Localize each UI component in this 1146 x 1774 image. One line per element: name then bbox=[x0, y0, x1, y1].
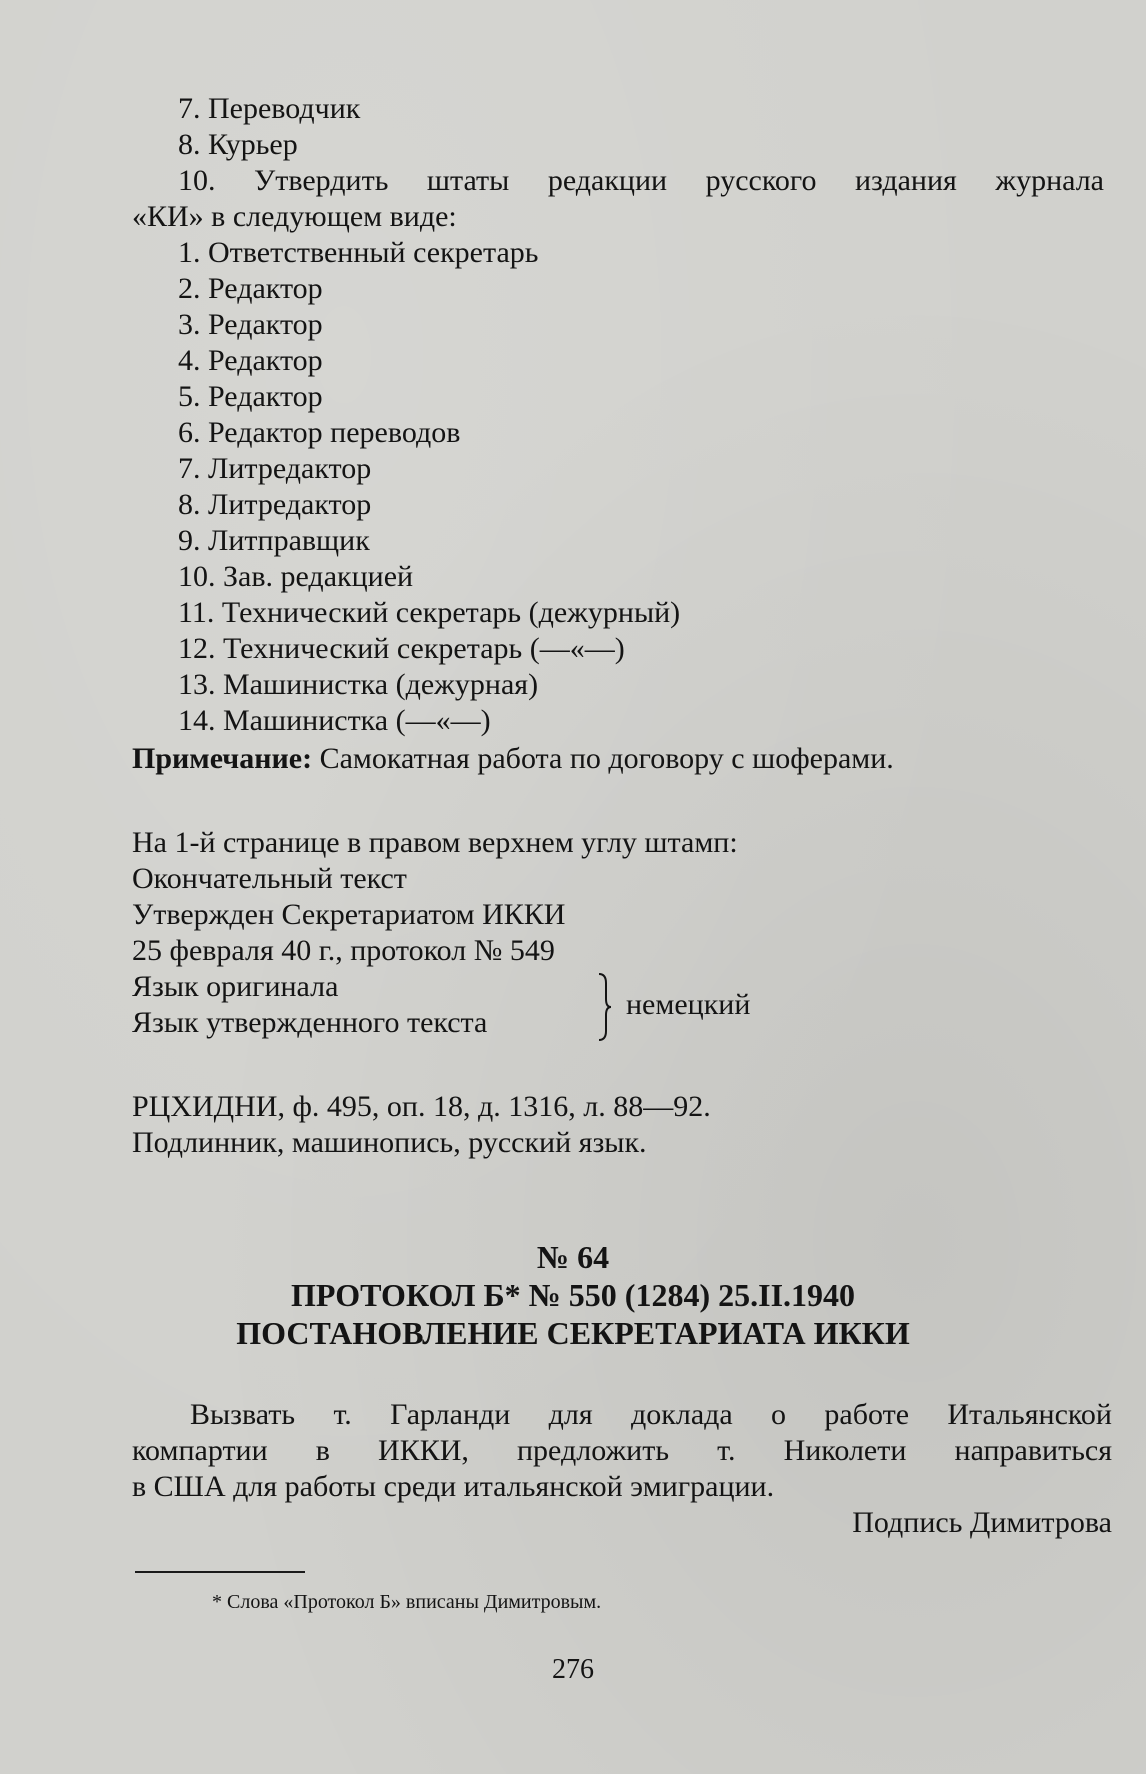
list-item: 4. Редактор bbox=[178, 344, 323, 377]
document-title: ПРОТОКОЛ Б* № 550 (1284) 25.II.1940 bbox=[290, 1277, 856, 1313]
stamp-line: Утвержден Секретариатом ИККИ bbox=[132, 898, 566, 931]
stamp-intro: На 1-й странице в правом верхнем углу штамп: bbox=[132, 826, 738, 859]
list-item: 1. Ответственный секретарь bbox=[178, 236, 539, 269]
stamp-line: 25 февраля 40 г., протокол № 549 bbox=[132, 934, 555, 967]
list-item: 10. Зав. редакцией bbox=[178, 560, 414, 593]
list-item: 11. Технический секретарь (дежурный) bbox=[178, 596, 681, 629]
note-line bbox=[132, 742, 894, 776]
list-item: 6. Редактор переводов bbox=[178, 416, 461, 449]
list-item: 9. Литправщик bbox=[178, 524, 370, 557]
paragraph-line: в США для работы среди итальянской эмиграции. bbox=[132, 1470, 775, 1503]
list-item: 3. Редактор bbox=[178, 308, 323, 341]
paragraph-line: компартии в ИККИ, предложить т. Николети направиться bbox=[132, 1434, 1112, 1467]
list-item: 8. Литредактор bbox=[178, 488, 372, 521]
footnote-divider bbox=[135, 1571, 305, 1573]
footnote: * Слова «Протокол Б» вписаны Димитровым. bbox=[212, 1591, 602, 1613]
list-item: 7. Литредактор bbox=[178, 452, 372, 485]
stamp-lang-value: немецкий bbox=[626, 988, 751, 1021]
paragraph-line: 10. Утвердить штаты редакции русского издания журнала bbox=[178, 164, 1104, 197]
page-number: 276 bbox=[552, 1654, 594, 1685]
archive-description: Подлинник, машинопись, русский язык. bbox=[132, 1126, 647, 1159]
list-item: 7. Переводчик bbox=[178, 92, 361, 125]
stamp-lang-original: Язык оригинала bbox=[132, 970, 339, 1003]
note-text: Самокатная работа по договору с шоферами. bbox=[312, 742, 894, 775]
archive-reference: РЦХИДНИ, ф. 495, оп. 18, д. 1316, л. 88—92. bbox=[132, 1090, 711, 1123]
note-label: Примечание: bbox=[132, 742, 313, 775]
list-item: 12. Технический секретарь (—«—) bbox=[178, 632, 625, 665]
list-item: 13. Машинистка (дежурная) bbox=[178, 668, 539, 701]
list-item: 8. Курьер bbox=[178, 128, 298, 161]
signature: Подпись Димитрова bbox=[852, 1506, 1112, 1539]
stamp-line: Окончательный текст bbox=[132, 862, 407, 895]
paragraph-line: Вызвать т. Гарланди для доклада о работе Итальянской bbox=[190, 1398, 1112, 1431]
document-number: № 64 bbox=[536, 1239, 610, 1275]
stamp-lang-approved: Язык утвержденного текста bbox=[132, 1006, 488, 1039]
paragraph-line: «КИ» в следующем виде: bbox=[132, 200, 457, 233]
curly-brace-icon bbox=[598, 973, 612, 1041]
list-item: 5. Редактор bbox=[178, 380, 323, 413]
list-item: 2. Редактор bbox=[178, 272, 323, 305]
document-subtitle: ПОСТАНОВЛЕНИЕ СЕКРЕТАРИАТА ИККИ bbox=[236, 1315, 910, 1351]
list-item: 14. Машинистка (—«—) bbox=[178, 704, 491, 737]
